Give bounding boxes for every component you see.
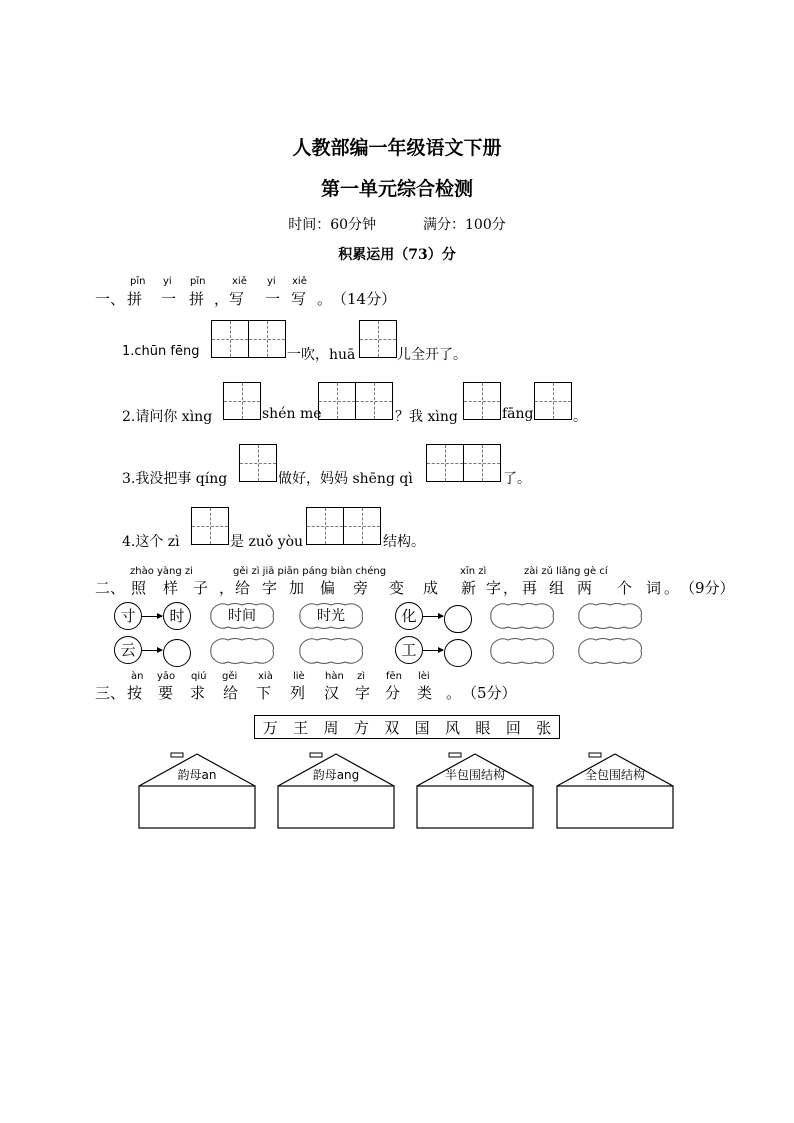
q1-number: 一、 <box>95 290 126 308</box>
category-house[interactable] <box>276 752 396 830</box>
char-circle: 时 <box>163 602 191 630</box>
heading-char: 类 <box>417 684 433 702</box>
q3-heading <box>0 682 794 702</box>
apple-answer-circle[interactable] <box>444 605 472 633</box>
q3-number: 三、 <box>95 684 126 702</box>
page-title: 人教部编一年级语文下册 <box>292 137 502 159</box>
heading-char: 字 <box>262 579 278 597</box>
heading-char: 求 <box>190 684 206 702</box>
heading-char: 一 <box>265 290 281 308</box>
writing-grid[interactable] <box>426 444 501 482</box>
writing-grid[interactable] <box>463 382 501 420</box>
heading-char: ， <box>214 290 230 308</box>
heading-char: 成 <box>423 579 439 597</box>
pinyin: zài zǔ liǎng gè cí <box>524 566 608 577</box>
pinyin: qiú <box>191 671 207 682</box>
pinyin: lèi <box>418 671 430 682</box>
heading-char: 。 <box>664 579 680 597</box>
q2-score: （9分） <box>680 579 735 597</box>
pinyin: yi <box>163 276 172 287</box>
q1-score: （14分） <box>332 290 397 308</box>
pinyin: yāo <box>157 671 176 682</box>
pinyin: xiě <box>292 276 307 287</box>
q3-score: （5分） <box>462 684 517 702</box>
arrow-icon <box>142 616 162 617</box>
arrow-icon <box>423 616 443 617</box>
pinyin: xīn zì <box>460 566 487 577</box>
writing-grid[interactable] <box>318 382 393 420</box>
category-house[interactable] <box>137 752 257 830</box>
q2-number: 二、 <box>95 579 126 597</box>
example-word: 时间 <box>228 608 256 624</box>
answer-cloud[interactable] <box>297 637 365 665</box>
char-circle: 工 <box>395 636 423 664</box>
line-text: shén me <box>262 406 322 422</box>
house-label: 韵母ang <box>312 768 360 782</box>
char-item: 双 <box>384 718 400 737</box>
pinyin: gěi <box>222 671 238 682</box>
q1-line-4 <box>0 507 794 550</box>
heading-char: 。 <box>446 684 462 702</box>
heading-char: 词 <box>646 579 662 597</box>
example-word: 时光 <box>317 608 345 624</box>
heading-char: 再 <box>522 579 538 597</box>
pinyin: zì <box>357 671 366 682</box>
q1-line-2 <box>0 382 794 425</box>
heading-char: 分 <box>385 684 401 702</box>
q1-heading <box>0 288 794 308</box>
heading-char: 下 <box>256 684 272 702</box>
pinyin: pīn <box>130 276 146 287</box>
pinyin: gěi zì jiā piān páng biàn chéng <box>233 566 387 577</box>
house-label: 全包围结构 <box>584 768 645 782</box>
line-text: 一吹，huā <box>287 347 356 363</box>
line-text: 做好，妈妈 shēng qì <box>278 471 413 487</box>
char-item: 眼 <box>475 718 491 737</box>
pinyin: xiě <box>232 276 247 287</box>
line-text: ？我 xìng <box>395 409 458 425</box>
heading-char: 给 <box>223 684 239 702</box>
heading-char: 组 <box>549 579 565 597</box>
answer-cloud[interactable] <box>576 637 644 665</box>
heading-char: 照 <box>131 579 147 597</box>
heading-char: 列 <box>290 684 306 702</box>
heading-char: 子 <box>193 579 209 597</box>
answer-cloud[interactable] <box>488 602 556 630</box>
q2-heading <box>0 577 794 597</box>
time-label: 时间：60分钟 <box>288 217 377 233</box>
pinyin: xià <box>258 671 273 682</box>
heading-char: 新 <box>461 579 477 597</box>
answer-cloud[interactable] <box>576 602 644 630</box>
part-label: 积累运用（73）分 <box>338 247 456 263</box>
apple-answer-circle[interactable] <box>444 639 472 667</box>
heading-char: 给 <box>235 579 251 597</box>
arrow-icon <box>423 650 443 651</box>
char-item: 王 <box>293 718 309 737</box>
writing-grid[interactable] <box>223 382 261 420</box>
writing-grid[interactable] <box>211 320 286 358</box>
writing-grid[interactable] <box>191 507 229 545</box>
heading-char: 写 <box>291 290 307 308</box>
char-circle: 寸 <box>114 602 142 630</box>
line-text: 1.chūn fēng <box>122 344 200 359</box>
pinyin: yi <box>267 276 276 287</box>
category-house[interactable] <box>555 752 675 830</box>
char-item: 张 <box>536 718 552 737</box>
line-text: 了。 <box>503 471 531 487</box>
line-text: 2.请问你 xìng <box>122 409 213 425</box>
pinyin: liè <box>293 671 305 682</box>
writing-grid[interactable] <box>239 444 277 482</box>
word-cloud <box>208 602 276 630</box>
heading-char: 。 <box>317 290 333 308</box>
writing-grid[interactable] <box>359 320 397 358</box>
line-text: 4.这个 zì <box>122 534 180 550</box>
exam-info <box>0 214 794 234</box>
q1-line-1 <box>0 320 794 363</box>
heading-char: 两 <box>577 579 593 597</box>
heading-char: 要 <box>158 684 174 702</box>
pinyin: pīn <box>190 276 206 287</box>
q1-line-3 <box>0 444 794 487</box>
character-list <box>254 715 560 739</box>
heading-char: 变 <box>389 579 405 597</box>
heading-char: 个 <box>617 579 633 597</box>
heading-char: 字 <box>486 579 502 597</box>
line-text: 儿全开了。 <box>397 347 467 363</box>
pinyin: hàn <box>325 671 344 682</box>
arrow-icon <box>142 650 162 651</box>
heading-char: 字 <box>355 684 371 702</box>
page-subtitle: 第一单元综合检测 <box>320 178 473 200</box>
house-label: 半包围结构 <box>444 768 505 782</box>
char-item: 风 <box>445 718 461 737</box>
heading-char: 拼 <box>127 290 143 308</box>
heading-char: 汉 <box>324 684 340 702</box>
heading-char: ， <box>503 579 519 597</box>
char-circle: 化 <box>395 602 423 630</box>
char-item: 周 <box>323 718 339 737</box>
heading-char: 样 <box>163 579 179 597</box>
answer-cloud[interactable] <box>208 637 276 665</box>
char-item: 国 <box>414 718 430 737</box>
writing-grid[interactable] <box>306 507 381 545</box>
line-text: fāng <box>502 406 534 422</box>
heading-char: 一 <box>161 290 177 308</box>
heading-char: 按 <box>127 684 143 702</box>
heading-char: 写 <box>229 290 245 308</box>
word-cloud <box>297 602 365 630</box>
category-house[interactable] <box>415 752 535 830</box>
pinyin: zhào yàng zi <box>130 566 193 577</box>
char-circle: 云 <box>114 636 142 664</box>
heading-char: 偏 <box>320 579 336 597</box>
score-label: 满分：100分 <box>423 217 506 233</box>
heading-char: 拼 <box>189 290 205 308</box>
heading-char: 旁 <box>353 579 369 597</box>
line-text: 。 <box>573 409 587 425</box>
line-text: 是 zuǒ yòu <box>230 534 304 550</box>
pinyin: fēn <box>386 671 403 682</box>
heading-char: ， <box>219 579 235 597</box>
answer-cloud[interactable] <box>488 637 556 665</box>
char-item: 回 <box>505 718 521 737</box>
char-item: 万 <box>262 718 278 737</box>
char-item: 方 <box>353 718 369 737</box>
writing-grid[interactable] <box>534 382 572 420</box>
heading-char: 加 <box>289 579 305 597</box>
line-text: 3.我没把事 qíng <box>122 471 228 487</box>
pinyin: àn <box>131 671 144 682</box>
line-text: 结构。 <box>383 534 425 550</box>
apple-answer-circle[interactable] <box>163 639 191 667</box>
house-label: 韵母an <box>177 768 217 782</box>
